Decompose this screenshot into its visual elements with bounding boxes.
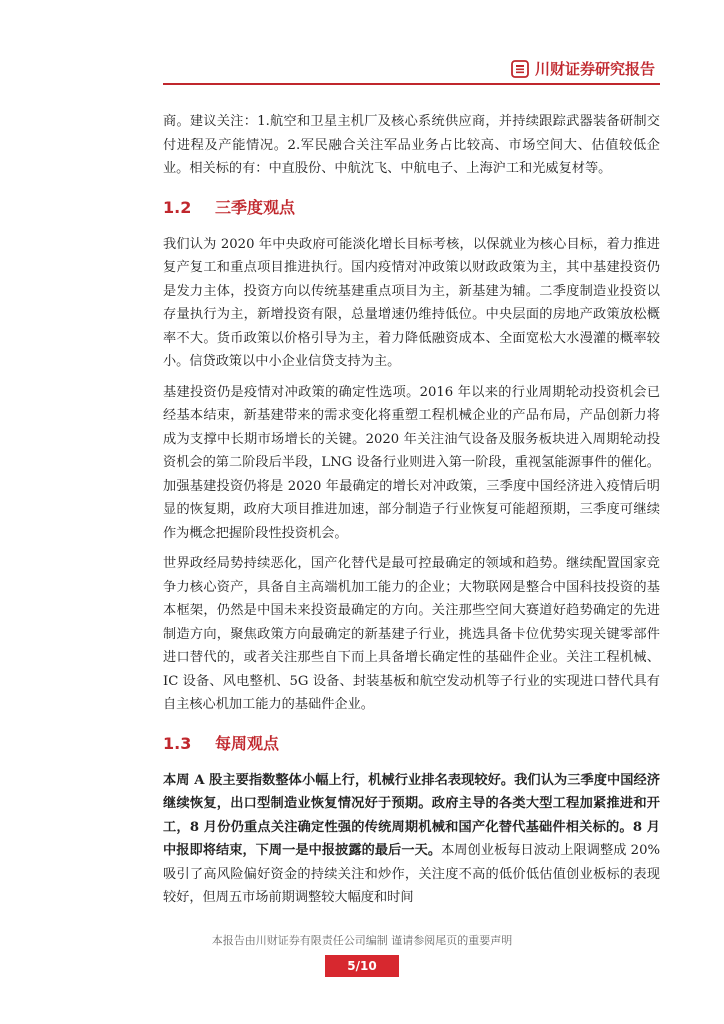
chuancai-logo-icon (511, 60, 529, 78)
section-title: 每周观点 (215, 733, 280, 753)
section-number: 1.2 (163, 197, 192, 217)
section-heading-1-2 (163, 195, 660, 221)
paragraph (163, 769, 660, 910)
header-title: 川财证券研究报告 (535, 60, 656, 78)
report-body (163, 110, 660, 910)
normal-text: 本周创业板每日波动上限调整成 20%吸引了高风险偏好资金的持续关注和炒作，关注度不高的低价低估值创业板标的表现较好，但周五市场前期调整较大幅度和时间 (163, 843, 660, 905)
paragraph: 我们认为 2020 年中央政府可能淡化增长目标考核，以保就业为核心目标，着力推进复产复工和重点项目推进执行。国内疫情对冲政策以财政政策为主，其中基建投资仍是发力主体，投资方向以传统基建重点项目为主，新基建为辅。二季度制造业投资以存量执行为主，新增投资有限，总量增速仍维持低位。中央层面的房地产政策放松概率不大。货币政策以价格引导为主，着力降低融资成本、全面宽松大水漫灌的概率较小。信贷政策以中小企业信贷支持为主。 (163, 236, 660, 369)
section-heading-1-3 (163, 731, 660, 757)
bold-summary-text: 本周 A 股主要指数整体小幅上行，机械行业排名表现较好。我们认为三季度中国经济继续恢复，出口型制造业恢复情况好于预期。政府主导的各类大型工程加紧推进和开工，8 月份仍重点关注确定性强的传统周期机械和国产化替代基础件相关标的。8 月中报即将结束，下周一是中报披露的最后一天。 (163, 772, 660, 858)
section-title: 三季度观点 (215, 197, 296, 217)
paragraph: 世界政经局势持续恶化，国产化替代是最可控最确定的领域和趋势。继续配置国家竞争力核心资产，具备自主高端机加工能力的企业；大物联网是整合中国科技投资的基本框架，仍然是中国未来投资最确定的方向。关注那些空间大赛道好趋势确定的先进制造方向，聚焦政策方向最确定的新基建子行业，挑选具备卡位优势实现关键零部件进口替代的，或者关注那些自下而上具备增长确定性的基础件企业。关注工程机械、IC 设备、风电整机、5G 设备、封装基板和航空发动机等子行业的实现进口替代具有自主核心机加工能力的基础件企业。 (163, 556, 660, 712)
header-divider (163, 83, 660, 85)
paragraph: 商。建议关注：1.航空和卫星主机厂及核心系统供应商，并持续跟踪武器装备研制交付进程及产能情况。2.军民融合关注军品业务占比较高、市场空间大、估值较低企业。相关标的有：中直股份、中航沈飞、中航电子、上海沪工和光威复材等。 (163, 114, 660, 176)
footer-disclaimer: 本报告由川财证券有限责任公司编制 谨请参阅尾页的重要声明 (211, 934, 513, 947)
page-header (0, 56, 724, 86)
paragraph: 基建投资仍是疫情对冲政策的确定性选项。2016 年以来的行业周期轮动投资机会已经基本结束，新基建带来的需求变化将重塑工程机械企业的产品布局，产品创新力将成为支撑中长期市场增长的关键。2020 年关注油气设备及服务板块进入周期轮动投资机会的第二阶段后半段，LNG 设备行业则进入第一阶段，重视氢能源事件的催化。加强基建投资仍将是 2020 年最确定的增长对冲政策，三季度中国经济进入疫情后明显的恢复期，政府大项目推进加速，部分制造子行业恢复可能超预期，三季度可继续作为概念把握阶段性投资机会。 (163, 384, 660, 541)
section-number: 1.3 (163, 733, 192, 753)
page-number-badge: 5/10 (325, 955, 399, 977)
